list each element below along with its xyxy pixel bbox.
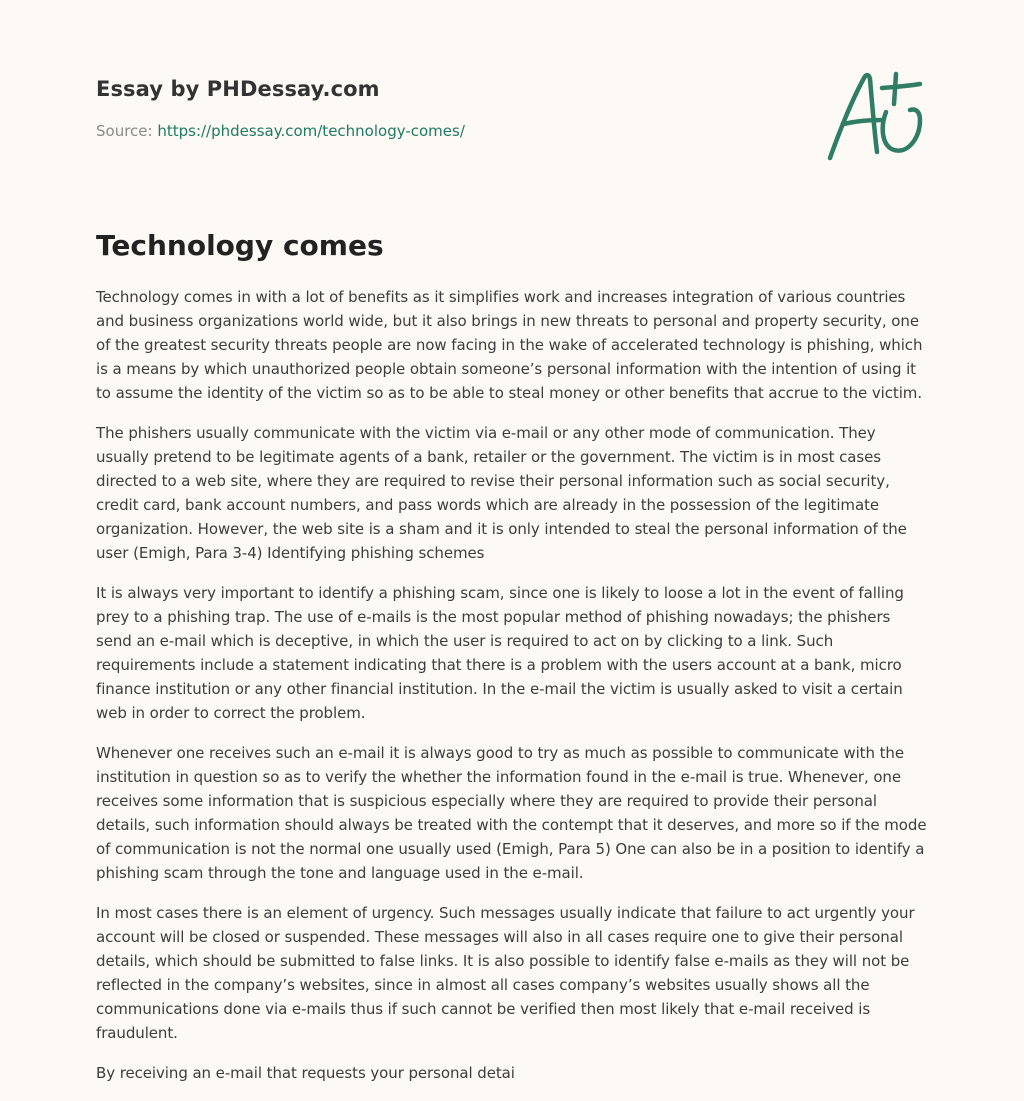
article-paragraph: By receiving an e-mail that requests your personal detai	[96, 1064, 515, 1082]
article-paragraph: Whenever one receives such an e-mail it is always good to try as much as possible to communicate with the institution in question so as to verify the whether the information found in the e-mail is true. Whenever, one receives some information that is suspicious especially where they are required to provide their personal details, such information should always be treated with the contempt that it deserves, and more so if the mode of communication is not the normal one usually used (Emigh, Para 5) One can also be in a position to identify a phishing scam through the tone and language used in the e-mail.	[96, 744, 927, 882]
article-paragraph: In most cases there is an element of urgency. Such messages usually indicate that failure to act urgently your account will be closed or suspended. These messages will also in all cases require one to give their personal details, which should be submitted to false links. It is also possible to identify false e-mails as they will not be reflected in the company’s websites, since in almost all cases company’s websites usually shows all the communications done via e-mails thus if such cannot be verified then most likely that e-mail received is fraudulent.	[96, 904, 915, 1042]
source-label: Source:	[96, 122, 158, 140]
source-line	[96, 121, 816, 141]
page-header	[96, 74, 816, 141]
article-title: Technology comes	[96, 229, 384, 262]
a-plus-grade-icon	[822, 68, 928, 164]
article-paragraph: Technology comes in with a lot of benefits as it simplifies work and increases integration of various countries and business organizations world wide, but it also brings in new threats to personal and property security, one of the greatest security threats people are now facing in the wake of accelerated technology is phishing, which is a means by which unauthorized people obtain someone’s personal information with the intention of using it to assume the identity of the victim so as to be able to steal money or other benefits that accrue to the victim.	[96, 288, 923, 402]
source-link[interactable]: https://phdessay.com/technology-comes/	[157, 122, 465, 140]
article-paragraph: The phishers usually communicate with the victim via e-mail or any other mode of communication. They usually pretend to be legitimate agents of a bank, retailer or the government. The victim is in most cases directed to a web site, where they are required to revise their personal information such as social security, credit card, bank account numbers, and pass words which are already in the possession of the legitimate organization. However, the web site is a sham and it is only intended to steal the personal information of the user (Emigh, Para 3-4) Identifying phishing schemes	[96, 424, 907, 562]
article-body	[96, 285, 930, 1101]
article-paragraph: It is always very important to identify a phishing scam, since one is likely to loose a lot in the event of falling prey to a phishing trap. The use of e-mails is the most popular method of phishing nowadays; the phishers send an e-mail which is deceptive, in which the user is required to act on by clicking to a link. Such requirements include a statement indicating that there is a problem with the users account at a bank, micro finance institution or any other financial institution. In the e-mail the victim is usually asked to visit a certain web in order to correct the problem.	[96, 584, 904, 722]
site-brand-title: Essay by PHDessay.com	[96, 77, 380, 101]
